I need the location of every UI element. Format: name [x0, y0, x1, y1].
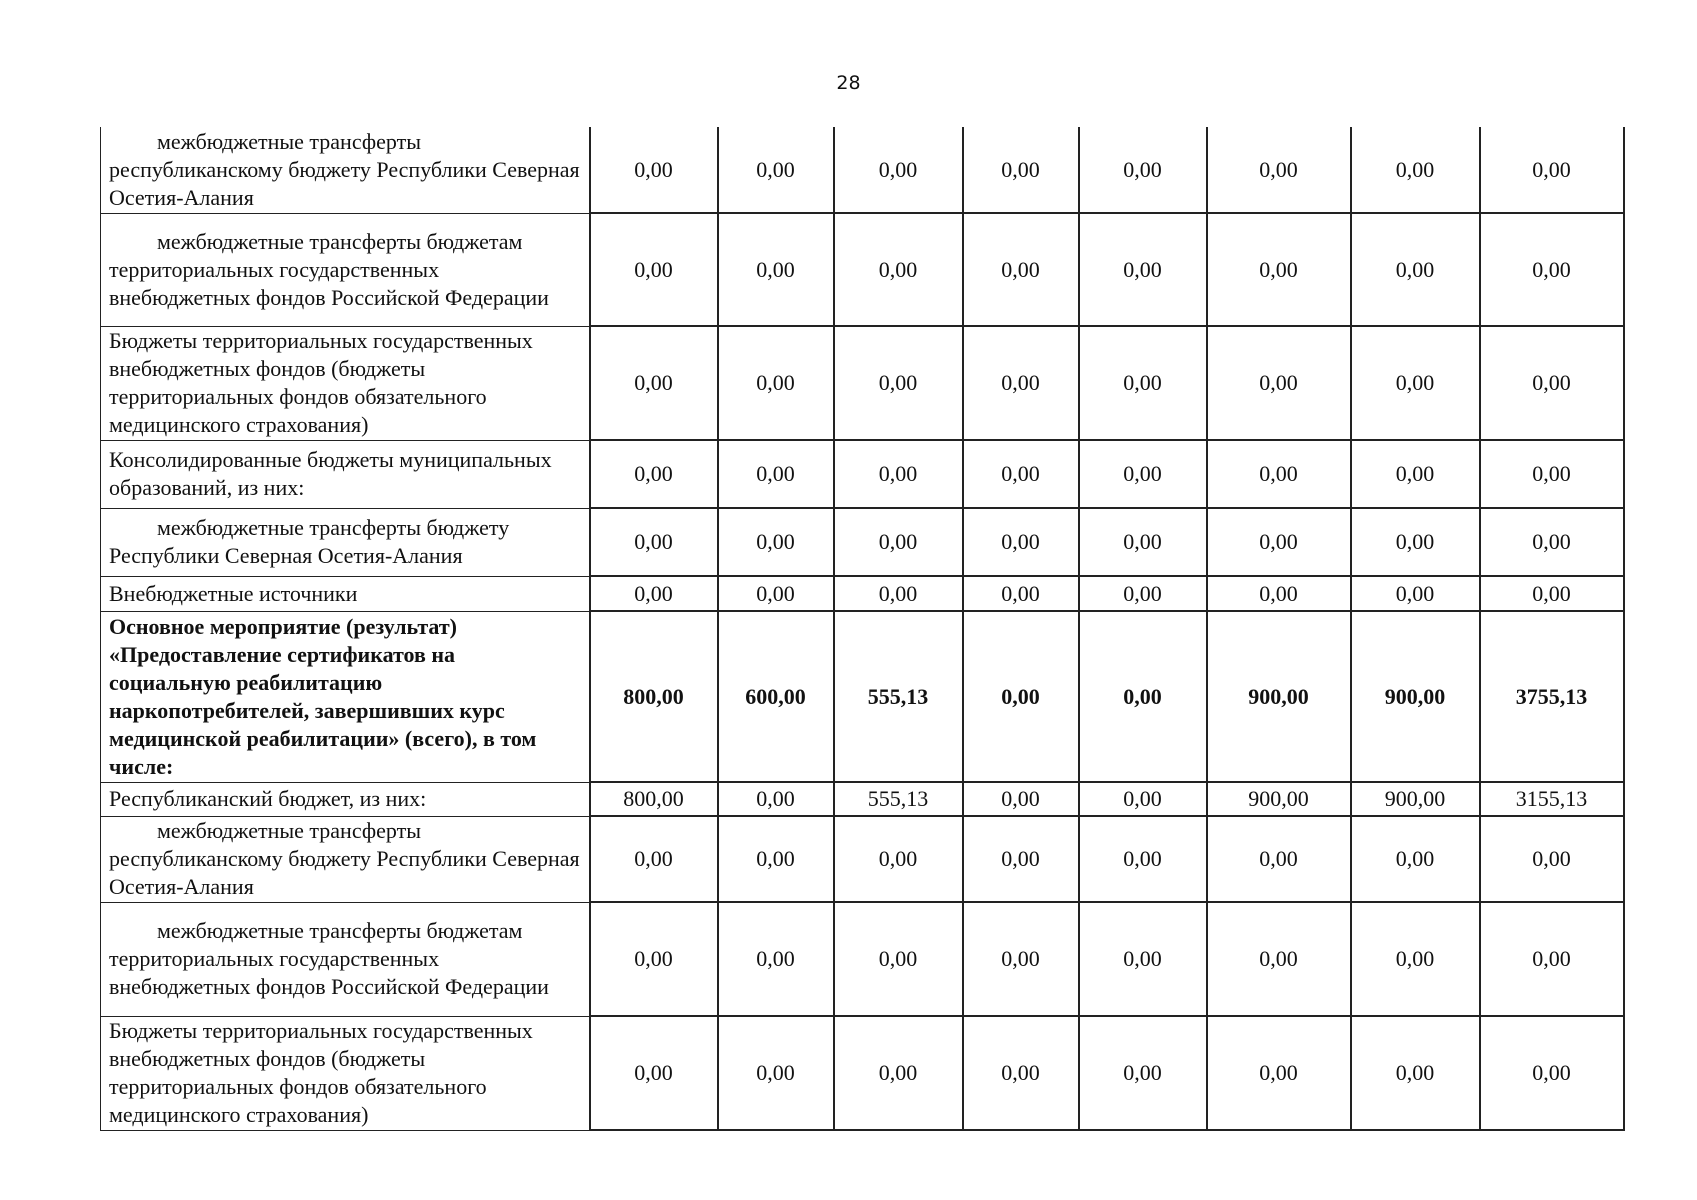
value-cell: 0,00 [1351, 902, 1480, 1016]
value-cell: 0,00 [590, 326, 718, 440]
value-cell: 0,00 [963, 782, 1079, 816]
row-label [101, 611, 590, 782]
row-label [101, 816, 590, 902]
row-label-rest: Республики Северная Осетия-Алания [109, 543, 463, 568]
value-cell: 0,00 [963, 508, 1079, 576]
row-label [101, 508, 590, 576]
value-cell: 0,00 [1207, 816, 1351, 902]
row-label-first: межбюджетные трансферты [157, 128, 421, 154]
row-label-first: Республиканский бюджет, из них: [109, 786, 427, 811]
value-cell: 0,00 [963, 816, 1079, 902]
row-label-rest: республиканскому бюджету Республики Северная Осетия-Алания [109, 156, 580, 210]
value-cell: 0,00 [590, 902, 718, 1016]
value-cell: 0,00 [1079, 576, 1207, 611]
row-label-rest: государственных внебюджетных фондов (бюджеты территориальных фондов обязательного медицинского страхования) [109, 328, 533, 437]
value-cell: 0,00 [718, 326, 834, 440]
value-cell: 0,00 [718, 576, 834, 611]
value-cell: 0,00 [718, 440, 834, 508]
row-label-rest: государственных внебюджетных фондов (бюджеты территориальных фондов обязательного медицинского страхования) [109, 1018, 533, 1127]
value-cell: 0,00 [718, 213, 834, 326]
value-cell: 0,00 [834, 213, 963, 326]
value-cell: 0,00 [718, 127, 834, 213]
value-cell: 0,00 [834, 1016, 963, 1130]
row-label-first: Консолидированные бюджеты [109, 447, 394, 472]
value-cell: 0,00 [963, 1016, 1079, 1130]
value-cell: 0,00 [1207, 1016, 1351, 1130]
row-label-first: Бюджеты территориальных [109, 328, 368, 353]
value-cell: 0,00 [1207, 508, 1351, 576]
table-row [101, 576, 1624, 611]
row-label [101, 782, 590, 816]
value-cell: 0,00 [1351, 576, 1480, 611]
value-cell: 0,00 [1207, 576, 1351, 611]
table-row [101, 782, 1624, 816]
table-row [101, 127, 1624, 213]
value-cell: 0,00 [963, 902, 1079, 1016]
value-cell: 0,00 [590, 508, 718, 576]
table-row [101, 508, 1624, 576]
value-cell: 0,00 [834, 816, 963, 902]
value-cell: 0,00 [1079, 508, 1207, 576]
value-cell: 600,00 [718, 611, 834, 782]
value-cell: 0,00 [1351, 326, 1480, 440]
value-cell: 0,00 [590, 440, 718, 508]
value-cell: 0,00 [718, 1016, 834, 1130]
value-cell: 0,00 [1079, 902, 1207, 1016]
table-row [101, 326, 1624, 440]
row-label-rest: «Предоставление сертификатов на социальную реабилитацию наркопотребителей, завершивших курс медицинской реабилитации» (всего), в том числе: [109, 641, 537, 779]
value-cell: 0,00 [1480, 213, 1624, 326]
row-label [101, 127, 590, 213]
page-number: 28 [836, 72, 861, 94]
value-cell: 800,00 [590, 611, 718, 782]
value-cell: 800,00 [590, 782, 718, 816]
value-cell: 0,00 [1351, 508, 1480, 576]
value-cell: 0,00 [718, 782, 834, 816]
value-cell: 0,00 [1079, 782, 1207, 816]
value-cell: 0,00 [590, 1016, 718, 1130]
row-label [101, 326, 590, 440]
table-row-main-activity [101, 611, 1624, 782]
value-cell: 0,00 [1480, 576, 1624, 611]
value-cell: 0,00 [1207, 213, 1351, 326]
value-cell: 0,00 [718, 902, 834, 1016]
value-cell: 0,00 [590, 816, 718, 902]
value-cell: 0,00 [718, 816, 834, 902]
table-row [101, 440, 1624, 508]
row-label-rest: территориальных государственных внебюджетных фондов Российской Федерации [109, 256, 549, 310]
row-label-first: Внебюджетные источники [109, 580, 358, 606]
value-cell: 0,00 [834, 326, 963, 440]
value-cell: 900,00 [1207, 782, 1351, 816]
budget-table [100, 127, 1625, 1131]
value-cell: 900,00 [1351, 782, 1480, 816]
value-cell: 0,00 [1351, 213, 1480, 326]
value-cell: 0,00 [1480, 1016, 1624, 1130]
value-cell: 0,00 [963, 611, 1079, 782]
value-cell: 0,00 [963, 576, 1079, 611]
value-cell: 0,00 [1079, 611, 1207, 782]
value-cell: 3155,13 [1480, 782, 1624, 816]
value-cell: 0,00 [1351, 440, 1480, 508]
row-label-rest: территориальных государственных внебюджетных фондов Российской Федерации [109, 946, 549, 999]
value-cell: 555,13 [834, 611, 963, 782]
value-cell: 0,00 [1480, 902, 1624, 1016]
row-label-first: Бюджеты территориальных [109, 1018, 368, 1043]
value-cell: 0,00 [1480, 440, 1624, 508]
value-cell: 0,00 [1079, 1016, 1207, 1130]
value-cell: 0,00 [1480, 816, 1624, 902]
value-cell: 0,00 [1207, 902, 1351, 1016]
row-label-first: межбюджетные трансферты бюджету [157, 515, 510, 540]
value-cell: 0,00 [718, 508, 834, 576]
row-label-first: межбюджетные трансферты [157, 818, 421, 843]
value-cell: 0,00 [1351, 816, 1480, 902]
table-row [101, 213, 1624, 326]
row-label-rest: республиканскому бюджету Республики Северная Осетия-Алания [109, 846, 580, 899]
value-cell: 0,00 [1079, 326, 1207, 440]
table-row [101, 902, 1624, 1016]
value-cell: 900,00 [1351, 611, 1480, 782]
value-cell: 0,00 [1079, 213, 1207, 326]
value-cell: 0,00 [834, 902, 963, 1016]
value-cell: 0,00 [1079, 440, 1207, 508]
row-label [101, 440, 590, 508]
row-label [101, 1016, 590, 1130]
value-cell: 0,00 [963, 213, 1079, 326]
value-cell: 0,00 [834, 576, 963, 611]
row-label [101, 576, 590, 611]
value-cell: 0,00 [834, 440, 963, 508]
row-label [101, 902, 590, 1016]
value-cell: 0,00 [590, 576, 718, 611]
table-body [101, 127, 1624, 1130]
row-label-first: межбюджетные трансферты бюджетам [157, 918, 523, 943]
value-cell: 0,00 [1351, 127, 1480, 213]
value-cell: 0,00 [1480, 326, 1624, 440]
value-cell: 0,00 [1079, 816, 1207, 902]
row-label-rest: муниципальных образований, из них: [109, 447, 552, 500]
value-cell: 0,00 [1079, 127, 1207, 213]
value-cell: 0,00 [1207, 440, 1351, 508]
value-cell: 0,00 [1480, 508, 1624, 576]
value-cell: 0,00 [590, 127, 718, 213]
value-cell: 0,00 [590, 213, 718, 326]
table-row [101, 1016, 1624, 1130]
value-cell: 0,00 [1351, 1016, 1480, 1130]
value-cell: 3755,13 [1480, 611, 1624, 782]
value-cell: 0,00 [963, 326, 1079, 440]
value-cell: 0,00 [1207, 127, 1351, 213]
value-cell: 0,00 [1207, 326, 1351, 440]
row-label-first: межбюджетные трансферты бюджетам [157, 228, 523, 254]
value-cell: 0,00 [834, 508, 963, 576]
value-cell: 555,13 [834, 782, 963, 816]
row-label [101, 213, 590, 326]
row-label-first: Основное мероприятие (результат) [109, 613, 457, 639]
value-cell: 0,00 [963, 127, 1079, 213]
value-cell: 0,00 [1480, 127, 1624, 213]
value-cell: 0,00 [834, 127, 963, 213]
table-row [101, 816, 1624, 902]
value-cell: 900,00 [1207, 611, 1351, 782]
value-cell: 0,00 [963, 440, 1079, 508]
